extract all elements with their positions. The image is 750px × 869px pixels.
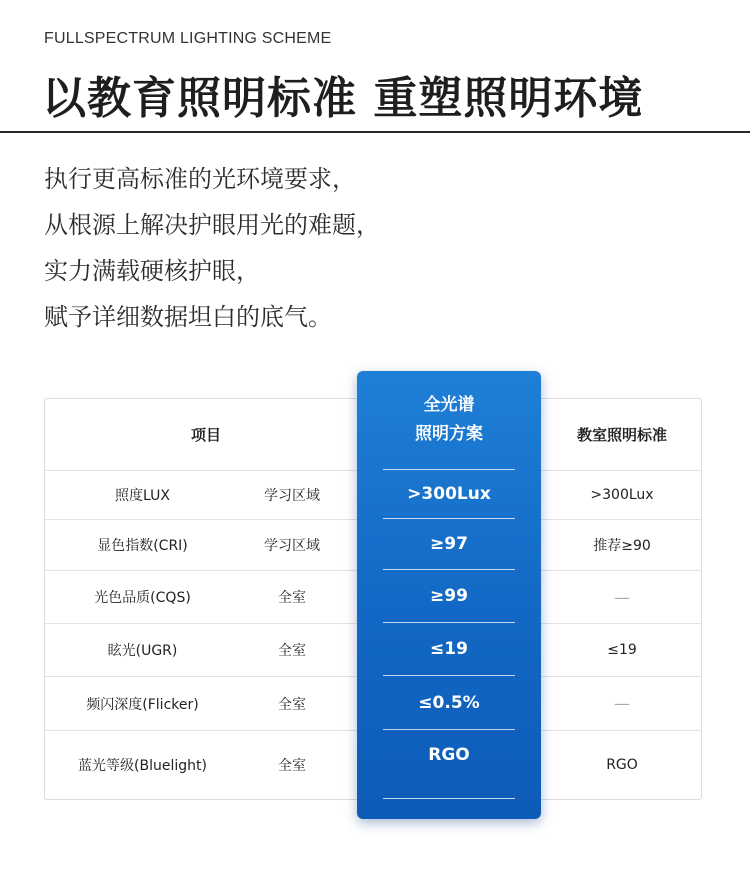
header-fullspectrum (357, 391, 541, 449)
row-6-fullspectrum: RGO (428, 745, 470, 765)
row-1-item: 照度LUX (115, 488, 170, 504)
row-2-standard: 推荐≥90 (593, 538, 651, 554)
page-title: 以教育照明标准 重塑照明环境 (42, 73, 644, 124)
intro-line-4: 赋予详细数据坦白的底气。 (44, 303, 332, 331)
row-1-standard: >300Lux (590, 487, 654, 503)
intro-line-1: 执行更高标准的光环境要求， (44, 165, 356, 193)
column-divider (383, 798, 515, 799)
intro-line-2: 从根源上解决护眼用光的难题， (44, 211, 380, 239)
row-6-item: 蓝光等级(Bluelight) (78, 758, 207, 774)
row-5-item: 频闪深度(Flicker) (86, 696, 199, 713)
row-2-item: 显色指数(CRI) (97, 538, 188, 554)
row-6-area: 全室 (278, 758, 306, 774)
header-fullspectrum-line2: 照明方案 (415, 424, 483, 444)
row-4-standard: ≤19 (607, 642, 637, 658)
row-1-area: 学习区域 (264, 488, 320, 504)
row-3-fullspectrum: ≥99 (430, 586, 468, 606)
row-2-fullspectrum: ≥97 (430, 534, 468, 554)
header-fullspectrum-line1: 全光谱 (423, 395, 475, 415)
row-1-fullspectrum: >300Lux (407, 484, 491, 504)
row-3-standard: — (614, 587, 630, 607)
intro-text (44, 160, 380, 344)
intro-line-3: 实力满载硬核护眼， (44, 257, 260, 285)
title-divider (0, 131, 750, 133)
row-5-standard: — (614, 694, 630, 713)
row-6-standard: RGO (606, 757, 638, 773)
row-4-area: 全室 (278, 643, 306, 659)
row-3-area: 全室 (278, 590, 306, 606)
row-2-area: 学习区域 (264, 538, 320, 554)
row-4-fullspectrum: ≤19 (430, 639, 468, 659)
fullspectrum-column (357, 371, 541, 819)
subtitle-en: FULLSPECTRUM LIGHTING SCHEME (44, 30, 332, 47)
row-3-item: 光色品质(CQS) (94, 590, 191, 606)
row-5-area: 全室 (278, 696, 306, 713)
row-5-fullspectrum: ≤0.5% (418, 692, 480, 713)
header-item: 项目 (190, 426, 221, 444)
row-4-item: 眩光(UGR) (107, 643, 178, 659)
header-standard: 教室照明标准 (576, 426, 667, 444)
